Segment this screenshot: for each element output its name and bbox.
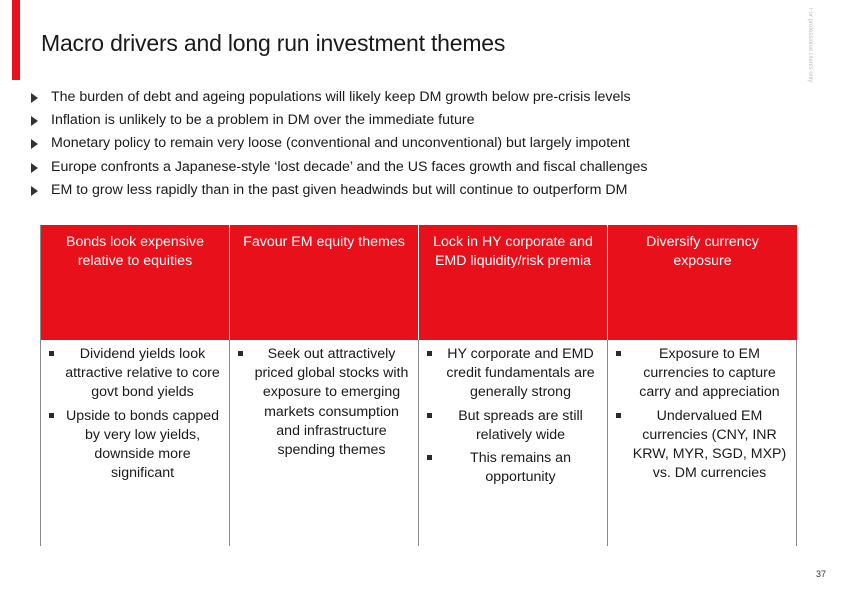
slide-title: Macro drivers and long run investment themes: [41, 30, 506, 56]
theme-body-bonds: [41, 340, 230, 546]
key-point-text: EM to grow less rapidly than in the past given headwinds but will continue to outperform DM: [51, 181, 628, 198]
theme-point: [47, 407, 221, 484]
key-point: [30, 109, 648, 132]
triangle-bullet-icon: [31, 139, 38, 149]
theme-point: [47, 345, 221, 403]
theme-point-text: Seek out attractively priced global stocks with exposure to emerging markets consumption and infrastructure spending themes: [254, 346, 409, 459]
theme-body-hy-emd: [419, 340, 608, 546]
key-point: [30, 156, 648, 179]
theme-point-text: This remains an opportunity: [470, 450, 571, 486]
square-bullet-icon: [616, 351, 621, 356]
theme-point: [236, 345, 410, 460]
triangle-bullet-icon: [31, 186, 38, 196]
theme-heading-bonds: Bonds look expensive relative to equities: [41, 225, 230, 340]
theme-heading-hy-emd: Lock in HY corporate and EMD liquidity/risk premia: [419, 225, 608, 340]
key-point-text: The burden of debt and ageing populations will likely keep DM growth below pre-crisis levels: [51, 89, 631, 105]
square-bullet-icon: [238, 351, 243, 356]
theme-point: [425, 345, 599, 403]
key-point: [30, 132, 648, 155]
triangle-bullet-icon: [31, 116, 38, 126]
square-bullet-icon: [427, 455, 432, 460]
square-bullet-icon: [49, 351, 54, 356]
theme-point: [614, 345, 788, 403]
themes-table: [40, 225, 797, 546]
key-points-list: [30, 86, 648, 202]
key-point-text: Monetary policy to remain very loose (conventional and unconventional) but largely impotent: [51, 135, 630, 152]
theme-point-text: HY corporate and EMD credit fundamentals are generally strong: [446, 346, 595, 401]
theme-point-text: But spreads are still relatively wide: [458, 407, 583, 443]
square-bullet-icon: [616, 413, 621, 418]
theme-point: [425, 449, 599, 487]
square-bullet-icon: [427, 351, 432, 356]
square-bullet-icon: [427, 413, 432, 418]
theme-point: [614, 407, 788, 484]
key-point-text: Inflation is unlikely to be a problem in DM over the immediate future: [51, 112, 475, 129]
square-bullet-icon: [49, 413, 54, 418]
theme-heading-em-equity: Favour EM equity themes: [230, 225, 419, 340]
key-point: [30, 179, 648, 202]
theme-point-text: Upside to bonds capped by very low yields, downside more significant: [65, 407, 220, 482]
theme-point-text: Dividend yields look attractive relative to core govt bond yields: [65, 346, 220, 401]
page-number: 37: [815, 569, 826, 579]
theme-body-em-equity: [230, 340, 419, 546]
accent-bar: [12, 0, 20, 80]
triangle-bullet-icon: [31, 163, 38, 173]
theme-heading-currency: Diversify currency exposure: [608, 225, 797, 340]
theme-body-currency: [608, 340, 797, 546]
theme-point-text: Undervalued EM currencies (CNY, INR KRW, MYR, SGD, MXP) vs. DM currencies: [632, 407, 787, 482]
key-point: [30, 86, 648, 109]
side-disclaimer: For professional clients only: [807, 8, 813, 83]
theme-point: [425, 407, 599, 445]
theme-point-text: Exposure to EM currencies to capture carry and appreciation: [639, 346, 780, 401]
triangle-bullet-icon: [31, 93, 38, 103]
key-point-text: Europe confronts a Japanese-style ‘lost decade’ and the US faces growth and fiscal challenges: [51, 158, 648, 175]
